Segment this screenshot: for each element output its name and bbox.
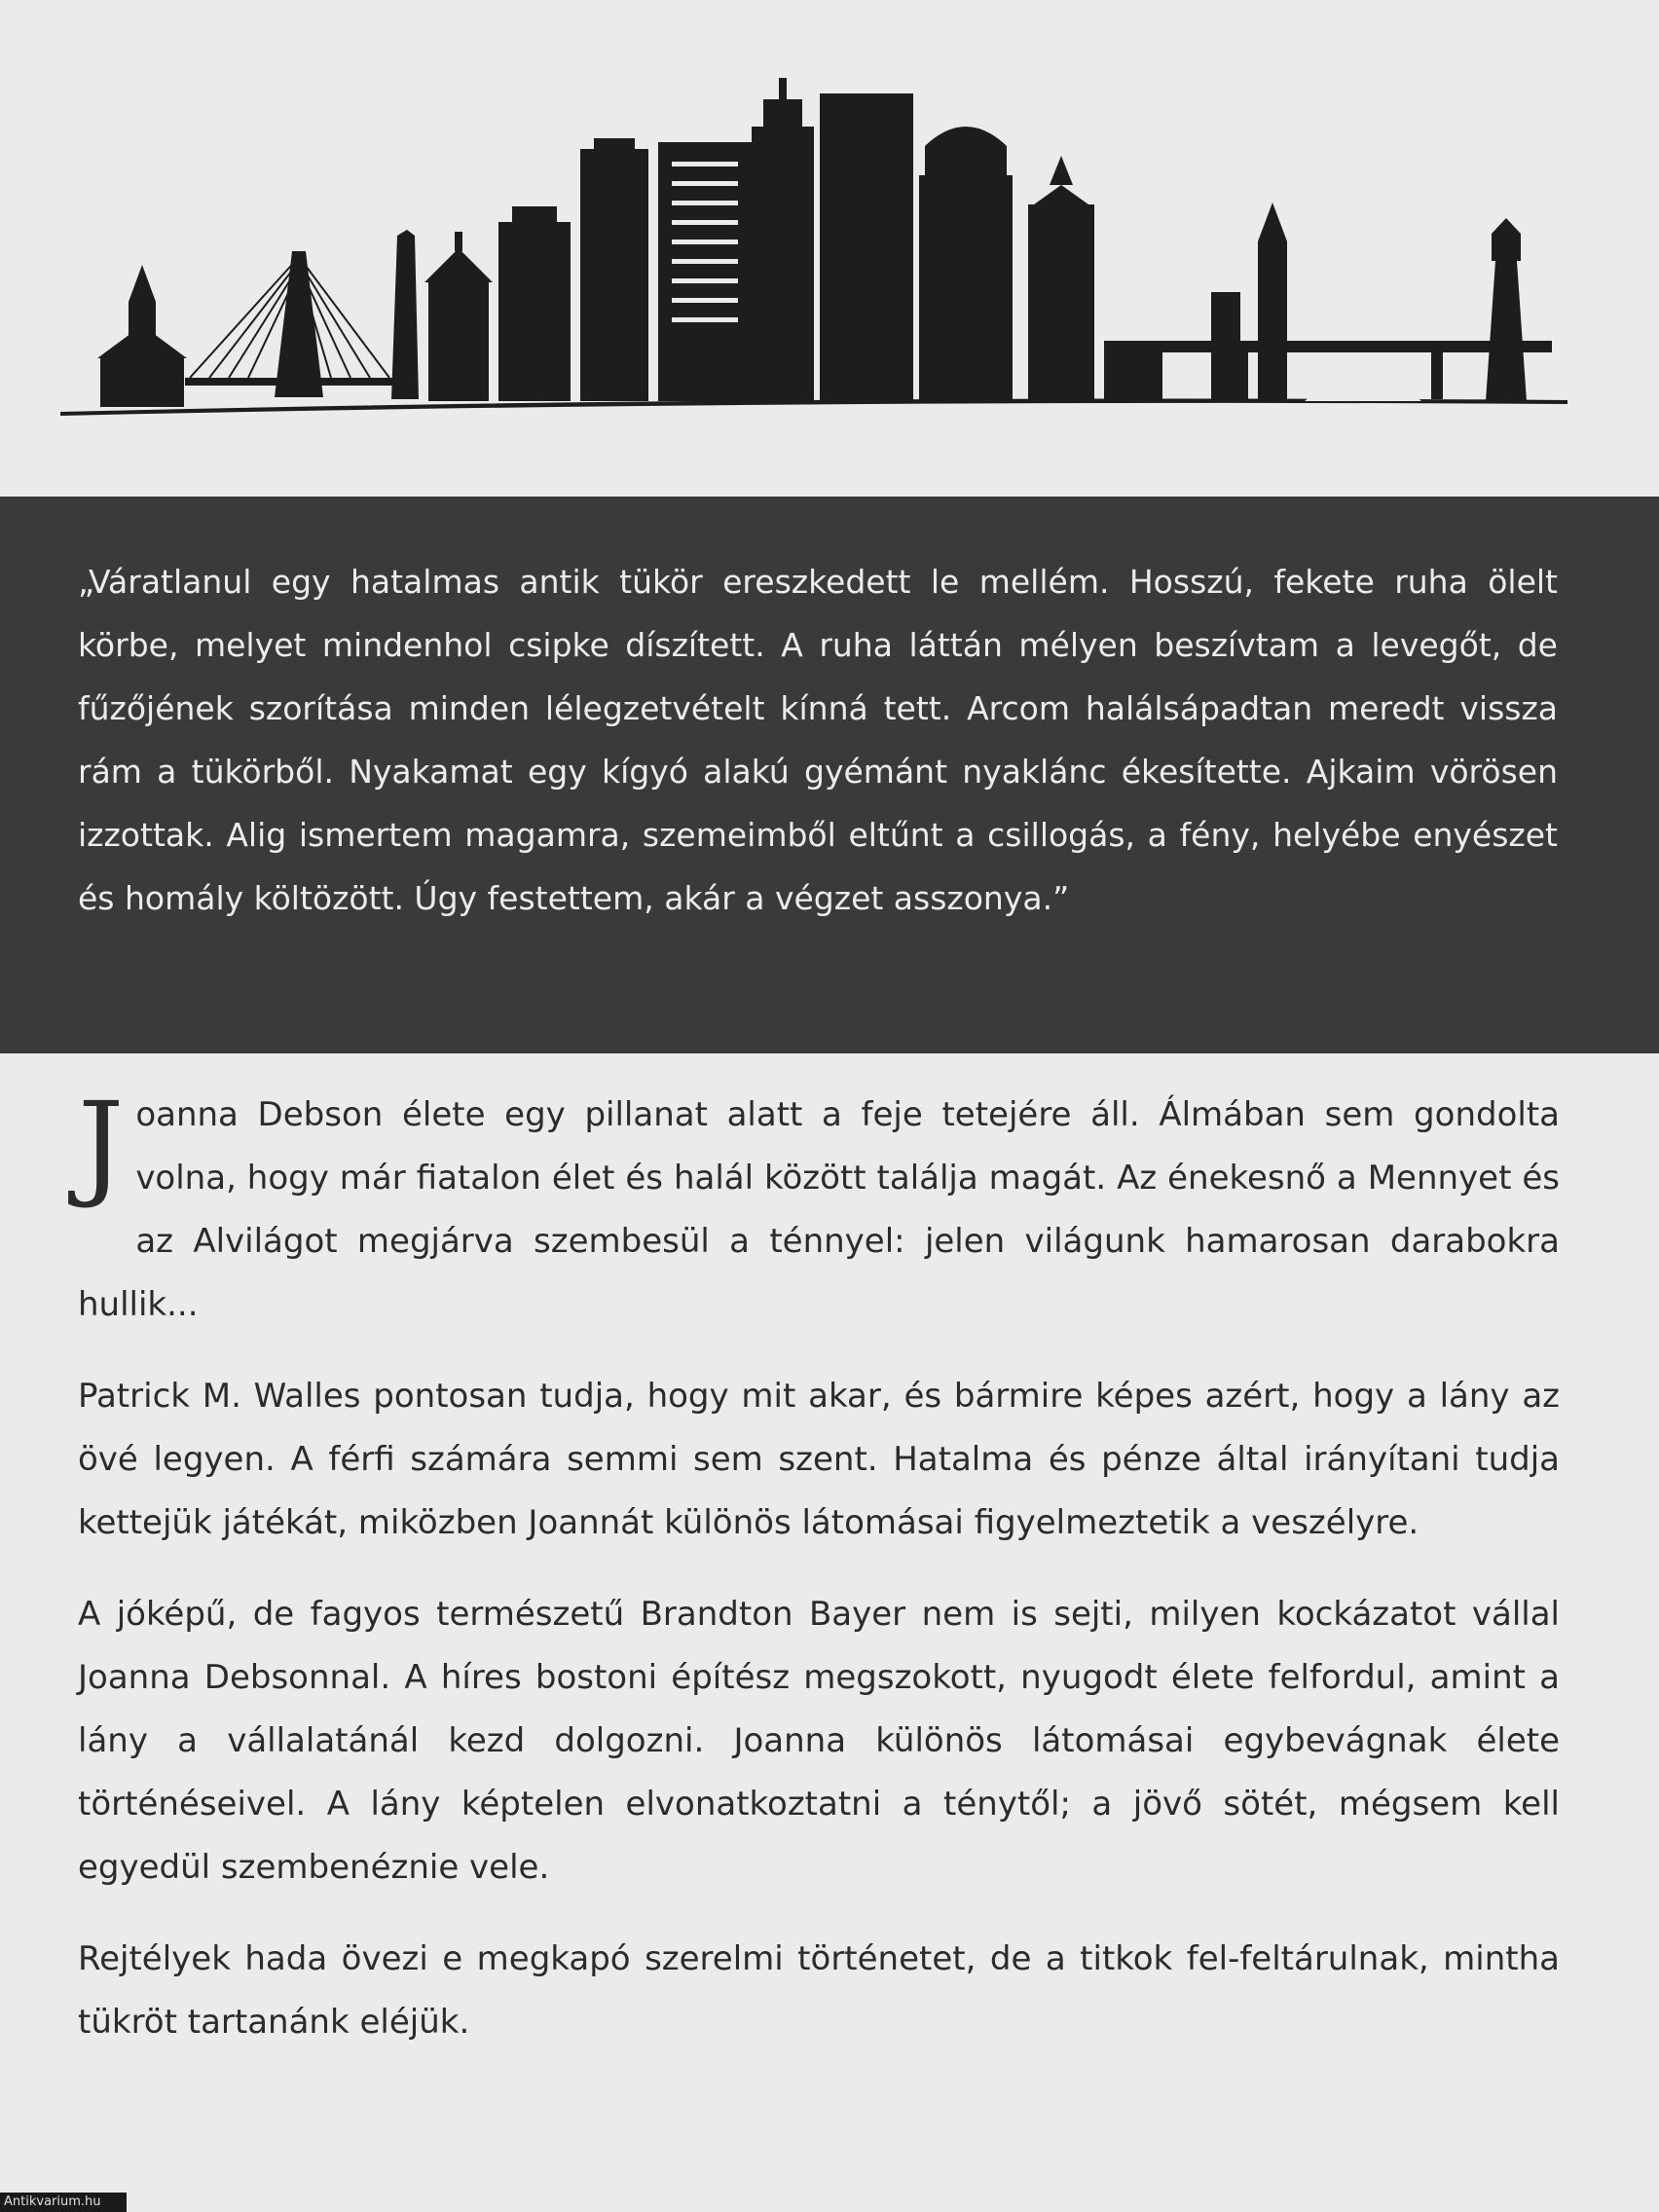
- block-tower: [580, 149, 648, 401]
- obelisk: [391, 230, 419, 399]
- pyramid-tower: [1028, 156, 1094, 401]
- blurb-paragraph-3: A jóképű, de fagyos természetű Brandton Bayer nem is sejti, milyen kockázatot vállal Joanna Debsonnal. A híres bostoni építész megszokott, nyugodt élete felfordul, amint a lány a vállalatánál kezd dolgozni. Joanna különös látomásai egybevágnak élete történéseivel. A lány képtelen elvonatkoztatni a ténytől; a jövő sötét, mégsem kell egyedül szembenéznie vele.: [78, 1595, 1560, 1887]
- clock-tower: [1258, 203, 1287, 401]
- quote-paragraph: „Váratlanul egy hatalmas antik tükör ereszkedett le mellém. Hosszú, fekete ruha ölelt körbe, melyet mindenhol csipke díszített. A ruha láttán mélyen beszívtam a levegőt, de fűzőjének szorítása minden lélegzetvételt kínná tett. Arcom halálsápadtan meredt vissza rám a tükörből. Nyakamat egy kígyó alakú gyémánt nyaklánc ékesítette. Ajkaim vörösen izzottak. Alig ismertem magamra, szemeimből eltűnt a csillogás, a fény, helyébe enyészet és homály költözött. Úgy festettem, akár a végzet asszonya.”: [78, 563, 1558, 917]
- church-building: [97, 265, 187, 407]
- small-tower: [1211, 292, 1240, 401]
- blurb-paragraph-2: Patrick M. Walles pontosan tudja, hogy mit akar, és bármire képes azért, hogy a lány az övé legyen. A férfi számára semmi sem szent. Hatalma és pénze által irányítani tudja kettejük játékát, miközben Joannát különös látomásai figyelmeztetik a veszélyre.: [78, 1377, 1560, 1542]
- watermark: Antikvarium.hu: [0, 2193, 127, 2212]
- drop-cap: J: [78, 1077, 125, 1211]
- stepped-tower: [498, 206, 571, 401]
- crowned-tower: [919, 127, 1013, 401]
- blurb-body: [78, 1077, 1560, 2083]
- tallest-tower: [820, 93, 913, 401]
- cable-bridge: [185, 251, 399, 397]
- blurb-paragraph-1: [78, 1077, 1560, 1337]
- city-skyline-illustration: [0, 0, 1659, 448]
- blurb-paragraph-4: Rejtélyek hada övezi e megkapó szerelmi történetet, de a titkok fel-feltárulnak, mintha tükröt tartanánk eléjük.: [78, 1939, 1560, 2042]
- lighthouse: [1486, 218, 1527, 401]
- domed-building: [424, 232, 493, 401]
- blurb-paragraph-1-text: oanna Debson élete egy pillanat alatt a feje tetejére áll. Álmában sem gondolta volna, hogy már fiatalon élet és halál között találja magát. Az énekesnő a Mennyet és az Alvilágot megjárva szembesül a ténnyel: jelen világunk hamarosan darabokra hullik...: [78, 1095, 1560, 1324]
- striped-tower: [658, 142, 752, 401]
- spire-tower: [752, 78, 814, 401]
